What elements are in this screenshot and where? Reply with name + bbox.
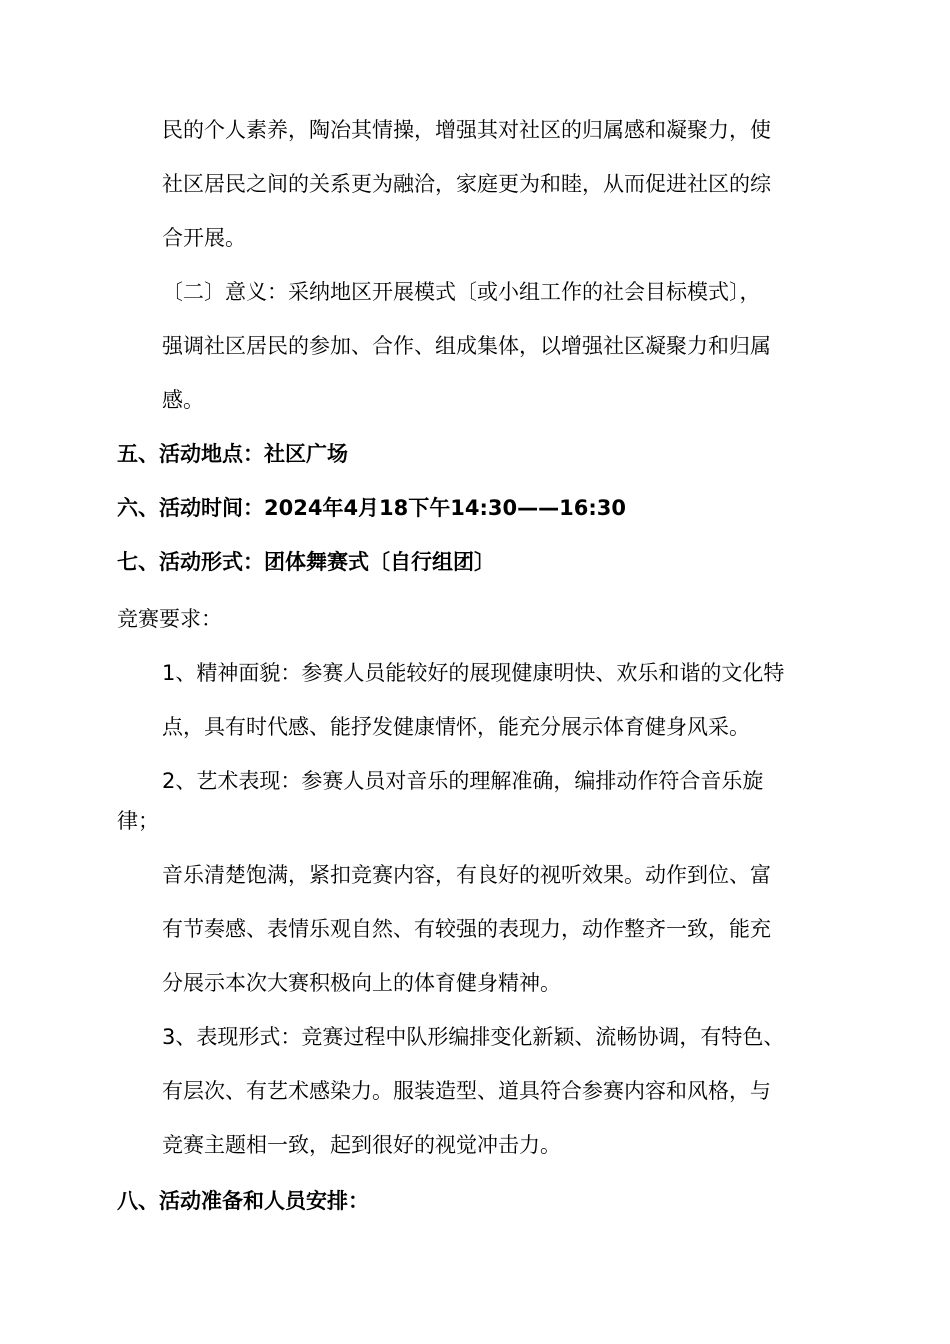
section-heading: 六、活动时间：2024年4月18下午14:30——16:30 bbox=[117, 496, 626, 520]
body-text-line: 分展示本次大赛积极向上的体育健身精神。 bbox=[162, 971, 561, 995]
body-text-line: 有节奏感、表情乐观自然、有较强的表现力，动作整齐一致，能充 bbox=[162, 917, 771, 941]
body-text-line: 感。 bbox=[162, 388, 204, 412]
body-text-line: 律； bbox=[117, 809, 159, 833]
body-text-line: 点，具有时代感、能抒发健康情怀，能充分展示体育健身风采。 bbox=[162, 715, 750, 739]
body-text-line: 强调社区居民的参加、合作、组成集体，以增强社区凝聚力和归属 bbox=[162, 334, 771, 358]
body-text-line: 1、精神面貌：参赛人员能较好的展现健康明快、欢乐和谐的文化特 bbox=[162, 661, 785, 685]
body-text-line: 3、表现形式：竞赛过程中队形编排变化新颖、流畅协调，有特色、 bbox=[162, 1025, 785, 1049]
body-text-line: 民的个人素养，陶冶其情操，增强其对社区的归属感和凝聚力，使 bbox=[162, 118, 771, 142]
section-heading: 八、活动准备和人员安排： bbox=[117, 1189, 369, 1213]
body-text-line: 〔二〕意义：采纳地区开展模式〔或小组工作的社会目标模式〕， bbox=[162, 280, 761, 304]
section-heading: 七、活动形式：团体舞赛式〔自行组团〕 bbox=[117, 550, 495, 574]
body-text-line: 合开展。 bbox=[162, 226, 246, 250]
body-text-line: 社区居民之间的关系更为融洽，家庭更为和睦，从而促进社区的综 bbox=[162, 172, 771, 196]
body-text-line: 竞赛要求： bbox=[117, 607, 222, 631]
body-text-line: 音乐清楚饱满，紧扣竞赛内容，有良好的视听效果。动作到位、富 bbox=[162, 863, 771, 887]
body-text-line: 有层次、有艺术感染力。服装造型、道具符合参赛内容和风格，与 bbox=[162, 1079, 771, 1103]
section-heading: 五、活动地点：社区广场 bbox=[117, 442, 348, 466]
body-text-line: 2、艺术表现：参赛人员对音乐的理解准确，编排动作符合音乐旋 bbox=[162, 769, 764, 793]
body-text-line: 竞赛主题相一致，起到很好的视觉冲击力。 bbox=[162, 1133, 561, 1157]
